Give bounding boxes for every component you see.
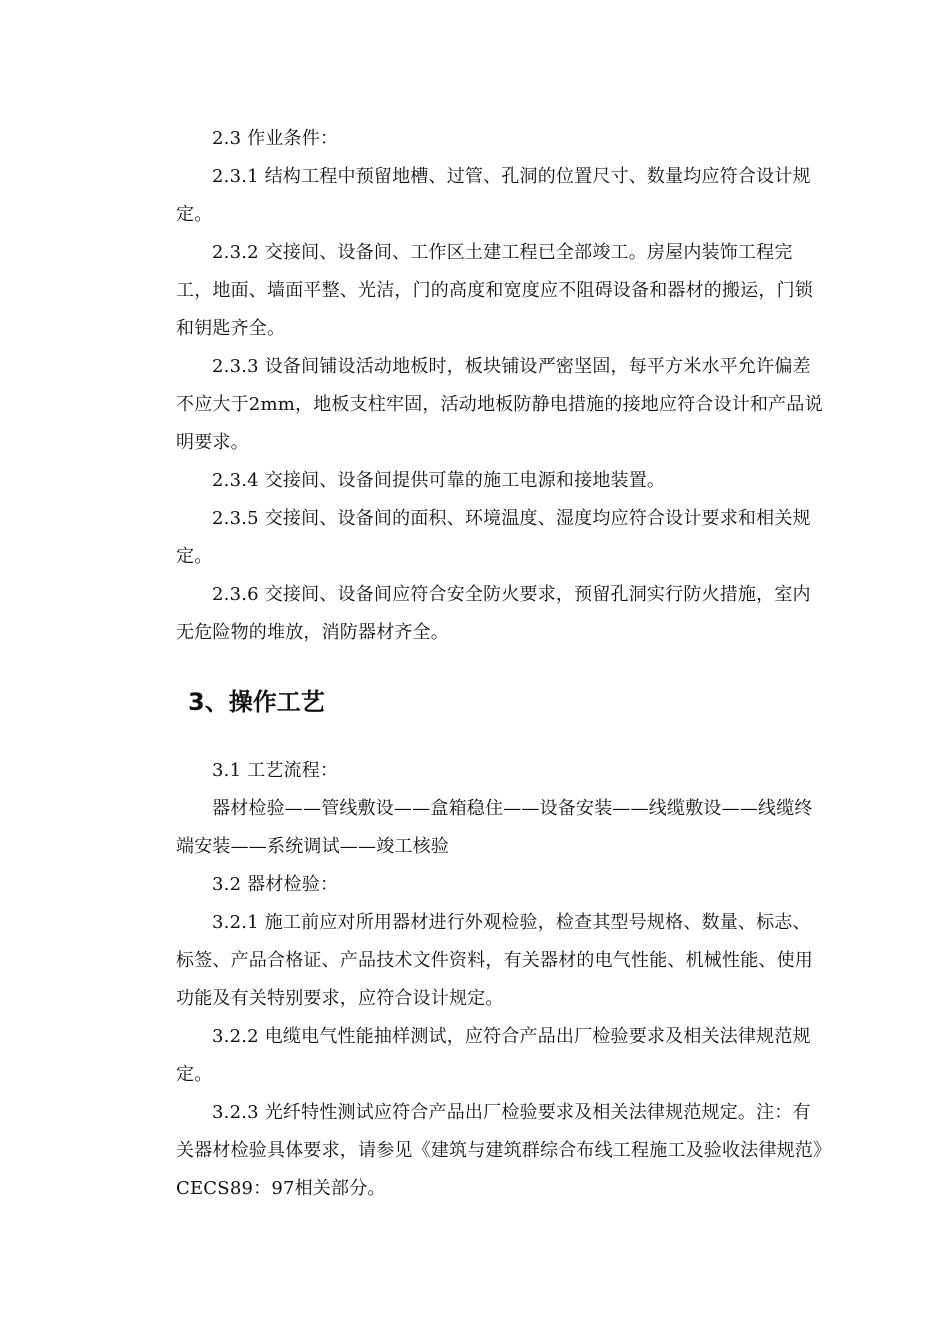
paragraph-2-3-4: 2.3.4 交接间、设备间提供可靠的施工电源和接地装置。	[212, 470, 666, 491]
paragraph-2-3-5: 2.3.5 交接间、设备间的面积、环境温度、湿度均应符合设计要求和相关规定。	[176, 508, 811, 567]
spacer	[176, 652, 828, 683]
section-3-heading: 3、操作工艺	[188, 688, 325, 716]
spacer	[176, 721, 828, 752]
paragraph-3-2-2: 3.2.2 电缆电气性能抽样测试，应符合产品出厂检验要求及相关法律规范规定。	[176, 1026, 811, 1085]
paragraph-2-3-1: 2.3.1 结构工程中预留地槽、过管、孔洞的位置尺寸、数量均应符合设计规定。	[176, 166, 811, 225]
section-3-2-title: 3.2 器材检验：	[212, 874, 339, 895]
paragraph-2-3-2: 2.3.2 交接间、设备间、工作区土建工程已全部竣工。房屋内装饰工程完工，地面、墙面平整、光洁，门的高度和宽度应不阻碍设备和器材的搬运，门锁和钥匙齐全。	[176, 242, 813, 339]
paragraph-2-3-6: 2.3.6 交接间、设备间应符合安全防火要求，预留孔洞实行防火措施，室内无危险物的堆放，消防器材齐全。	[176, 584, 811, 643]
document-body	[176, 120, 828, 1208]
paragraph-3-2-1: 3.2.1 施工前应对所用器材进行外观检验，检查其型号规格、数量、标志、标签、产品合格证、产品技术文件资料，有关器材的电气性能、机械性能、使用功能及有关特别要求，应符合设计规定。	[176, 912, 813, 1009]
process-flow: 器材检验——管线敷设——盒箱稳住——设备安装——线缆敷设——线缆终端安装——系统调试——竣工核验	[176, 798, 813, 857]
paragraph-2-3-3: 2.3.3 设备间铺设活动地板时，板块铺设严密坚固，每平方米水平允许偏差不应大于2mm，地板支柱牢固，活动地板防静电措施的接地应符合设计和产品说明要求。	[176, 356, 823, 453]
section-3-1-title: 3.1 工艺流程：	[212, 760, 339, 781]
section-2-3-title: 2.3 作业条件：	[212, 128, 339, 149]
paragraph-3-2-3: 3.2.3 光纤特性测试应符合产品出厂检验要求及相关法律规范规定。注：有关器材检验具体要求，请参见《建筑与建筑群综合布线工程施工及验收法律规范》CECS89：97相关部分。	[176, 1102, 823, 1199]
